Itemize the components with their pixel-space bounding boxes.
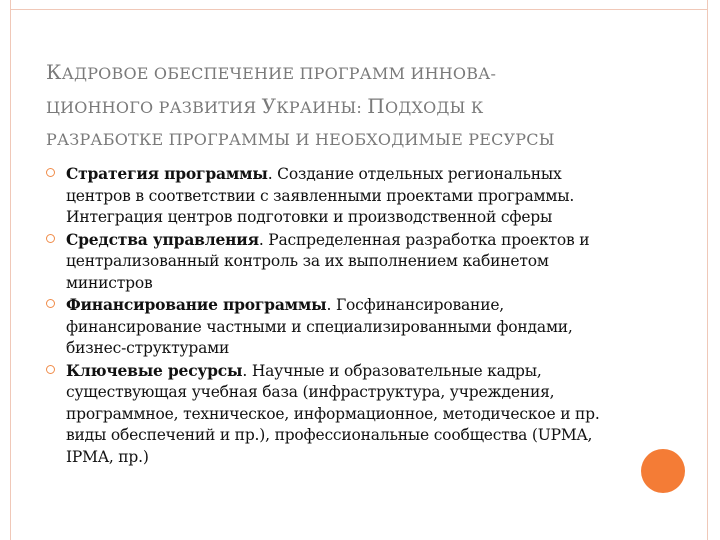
title-line-1: КАДРОВОЕ ОБЕСПЕЧЕНИЕ ПРОГРАММ ИННОВА- [46,60,497,84]
decorative-circle [641,449,685,493]
circle-bullet-icon [46,234,55,243]
bullet-heading: Стратегия программы [66,164,268,183]
bullet-list [46,163,606,468]
circle-bullet-icon [46,299,55,308]
bullet-text: . Создание отдельных региональных центров в соответствии с заявленными проектами программы. Интеграция центров подготовки и производственной сферы [66,165,575,226]
bullet-text: . Госфинансирование, финансирование частными и специализированными фондами, бизнес-структурами [66,296,573,357]
bullet-text: . Научные и образовательные кадры, существующая учебная база (инфраструктура, учреждения, программное, техническое, информационное, методическое и пр. виды обеспечений и пр.), профессиональные сообщества (UPMA, IPMA, пр.) [66,361,600,466]
list-item [46,229,606,295]
slide-title [46,56,646,156]
circle-bullet-icon [46,365,55,374]
list-item [46,360,606,469]
bullet-heading: Ключевые ресурсы [66,360,243,380]
bullet-text: . Распределенная разработка проектов и централизованный контроль за их выполнением кабинетом министров [66,230,590,292]
list-item [46,294,606,360]
bullet-heading: Средства управления [66,229,259,249]
bullet-heading: Финансирование программы [66,295,327,314]
top-divider [10,9,708,10]
list-item [46,163,606,229]
title-line-3: РАЗРАБОТКЕ ПРОГРАММЫ И НЕОБХОДИМЫЕ РЕСУРСЫ [46,130,555,149]
title-line-2: ЦИОННОГО РАЗВИТИЯ УКРАИНЫ: ПОДХОДЫ К [46,94,484,118]
circle-bullet-icon [46,168,55,177]
